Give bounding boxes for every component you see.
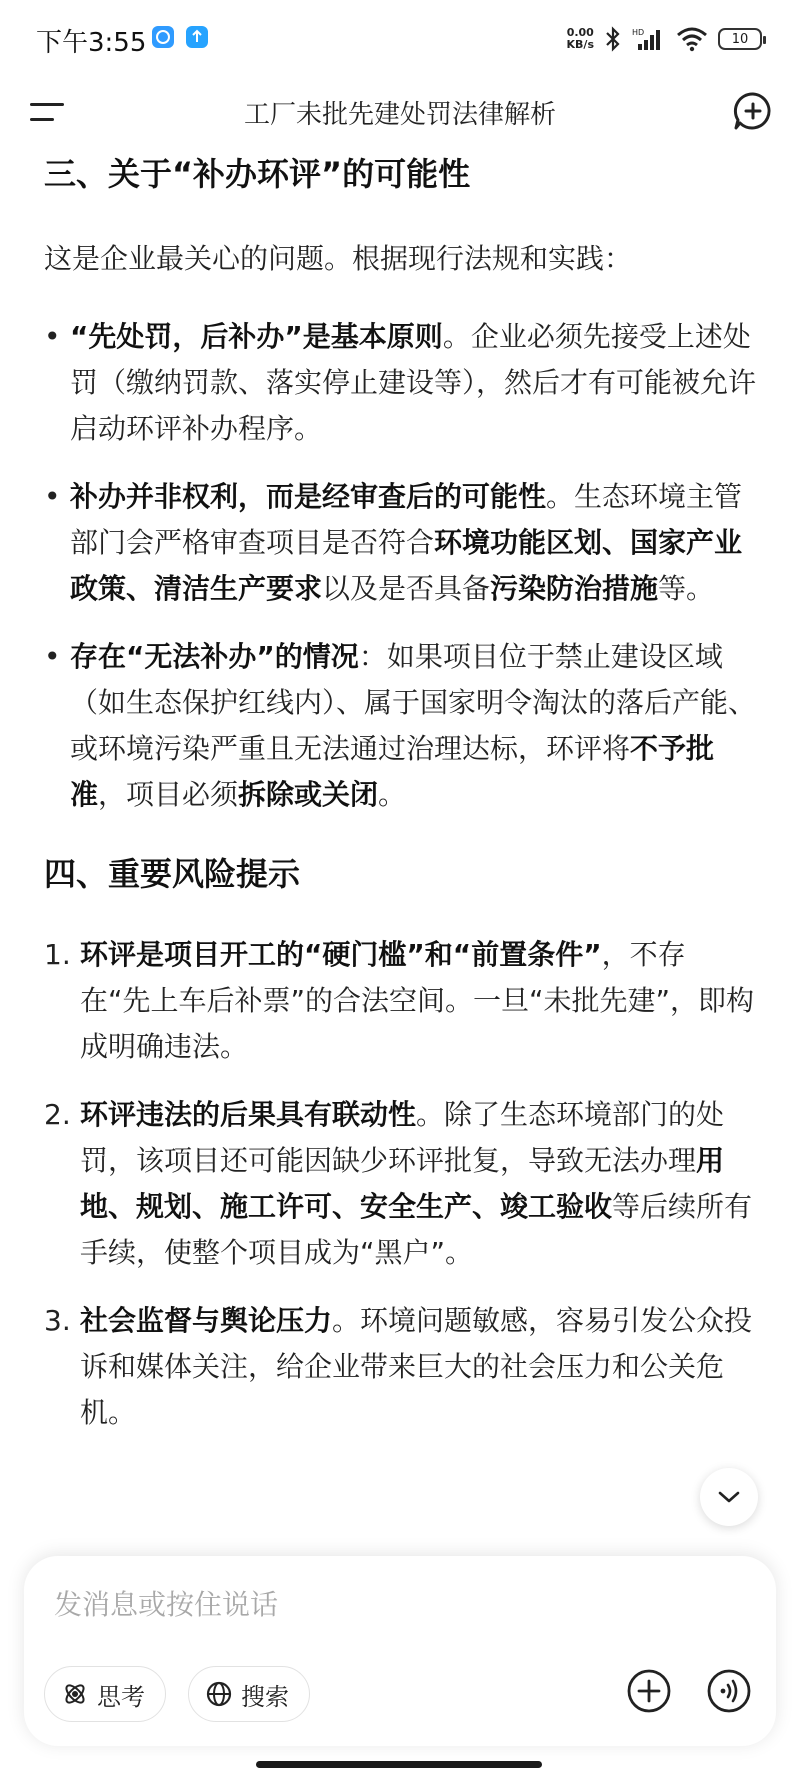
- bullet-marker: •: [44, 320, 61, 353]
- chat-title: 工厂未批先建处罚法律解析: [243, 100, 556, 130]
- chat-header: [0, 80, 800, 142]
- battery-indicator: [718, 28, 762, 50]
- list-item: [44, 1298, 756, 1436]
- bullet-marker: •: [44, 480, 61, 513]
- think-label: 思考: [97, 1682, 145, 1711]
- think-toggle-button[interactable]: [44, 1666, 166, 1722]
- home-indicator[interactable]: [256, 1761, 542, 1768]
- attach-plus-button[interactable]: [626, 1668, 672, 1714]
- bluetooth-icon: [604, 26, 622, 52]
- bullet-bold-text: 补办并非权利，而是经审查后的可能性: [70, 480, 547, 513]
- list-number: 2.: [44, 1098, 71, 1131]
- message-input[interactable]: [54, 1580, 744, 1628]
- status-indicators: [567, 24, 762, 54]
- net-speed-unit: KB/s: [566, 38, 594, 51]
- cellular-signal-icon: [632, 26, 666, 52]
- section3-bullet-list: [44, 314, 756, 818]
- item-text: ，不存在“先上车后补票”的合法空间。一旦“未批先建”，即构成明确违法。: [80, 938, 755, 1063]
- think-icon: [61, 1680, 89, 1708]
- bullet-text: ：如果项目位于禁止建设区域（如生态保护红线内）、属于国家明令淘汰的落后产能、或环境污染严重且无法通过治理达标，环评将: [70, 640, 757, 765]
- bullet-text: 等。: [658, 572, 715, 605]
- item-bold-text: 环评违法的后果具有联动性: [80, 1098, 417, 1131]
- section4-heading: 四、重要风险提示: [44, 855, 301, 893]
- list-number: 1.: [44, 938, 71, 971]
- wifi-icon: [676, 26, 708, 52]
- scroll-to-bottom-button[interactable]: [700, 1468, 758, 1526]
- item-bold-text: 环评是项目开工的“硬门槛”和“前置条件”: [80, 938, 602, 971]
- bullet-text: ，项目必须: [98, 778, 239, 811]
- bullet-text: 以及是否具备: [322, 572, 491, 605]
- list-item: [44, 634, 756, 818]
- bullet-marker: •: [44, 640, 61, 673]
- section4-numbered-list: [44, 932, 756, 1436]
- item-text: 等后续所有手续，使整个项目成为“黑户”。: [80, 1190, 753, 1269]
- message-composer: [24, 1556, 776, 1746]
- app-notification-icon: [152, 26, 174, 48]
- bullet-text: 。: [378, 778, 407, 811]
- bullet-bold-text: 环境功能区划、国家产业政策、清洁生产要求: [70, 526, 743, 605]
- list-number: 3.: [44, 1304, 71, 1337]
- upload-notification-icon: [186, 26, 208, 48]
- chevron-down-icon: [716, 1489, 742, 1505]
- list-item: [44, 474, 756, 612]
- item-text: 。除了生态环境部门的处罚，该项目还可能因缺少环评批复，导致无法办理: [80, 1098, 725, 1177]
- search-label: 搜索: [241, 1682, 289, 1711]
- bullet-bold-text: 存在“无法补办”的情况: [70, 640, 359, 673]
- voice-call-button[interactable]: [706, 1668, 752, 1714]
- list-item: [44, 1092, 756, 1276]
- item-text: 。环境问题敏感，容易引发公众投诉和媒体关注，给企业带来巨大的社会压力和公关危机。: [80, 1304, 753, 1429]
- svg-text:HD: HD: [632, 28, 645, 37]
- section3-heading: 三、关于“补办环评”的可能性: [44, 155, 471, 193]
- bullet-bold-text: 不予批准: [70, 732, 715, 811]
- bullet-bold-text: 污染防治措施: [490, 572, 659, 605]
- bullet-text: 。企业必须先接受上述处罚（缴纳罚款、落实停止建设等），然后才有可能被允许启动环评补办程序。: [70, 320, 757, 445]
- net-speed: [567, 27, 594, 51]
- bullet-text: 。生态环境主管部门会严格审查项目是否符合: [70, 480, 743, 559]
- bullet-bold-text: “先处罚，后补办”是基本原则: [70, 320, 443, 353]
- item-bold-text: 社会监督与舆论压力: [80, 1304, 333, 1337]
- battery-level: 10: [731, 31, 749, 47]
- status-bar: [0, 0, 800, 80]
- item-bold-text: 用地、规划、施工许可、安全生产、竣工验收: [80, 1144, 725, 1223]
- chat-message-content: [44, 150, 756, 1458]
- status-time: 下午3:55: [36, 28, 147, 58]
- new-chat-button[interactable]: [732, 90, 774, 132]
- list-item: [44, 932, 756, 1070]
- search-toggle-button[interactable]: [188, 1666, 310, 1722]
- list-item: [44, 314, 756, 452]
- globe-icon: [205, 1680, 233, 1708]
- bullet-bold-text: 拆除或关闭: [238, 778, 379, 811]
- section3-intro: 这是企业最关心的问题。根据现行法规和实践：: [44, 242, 633, 275]
- net-speed-value: 0.00: [566, 26, 594, 39]
